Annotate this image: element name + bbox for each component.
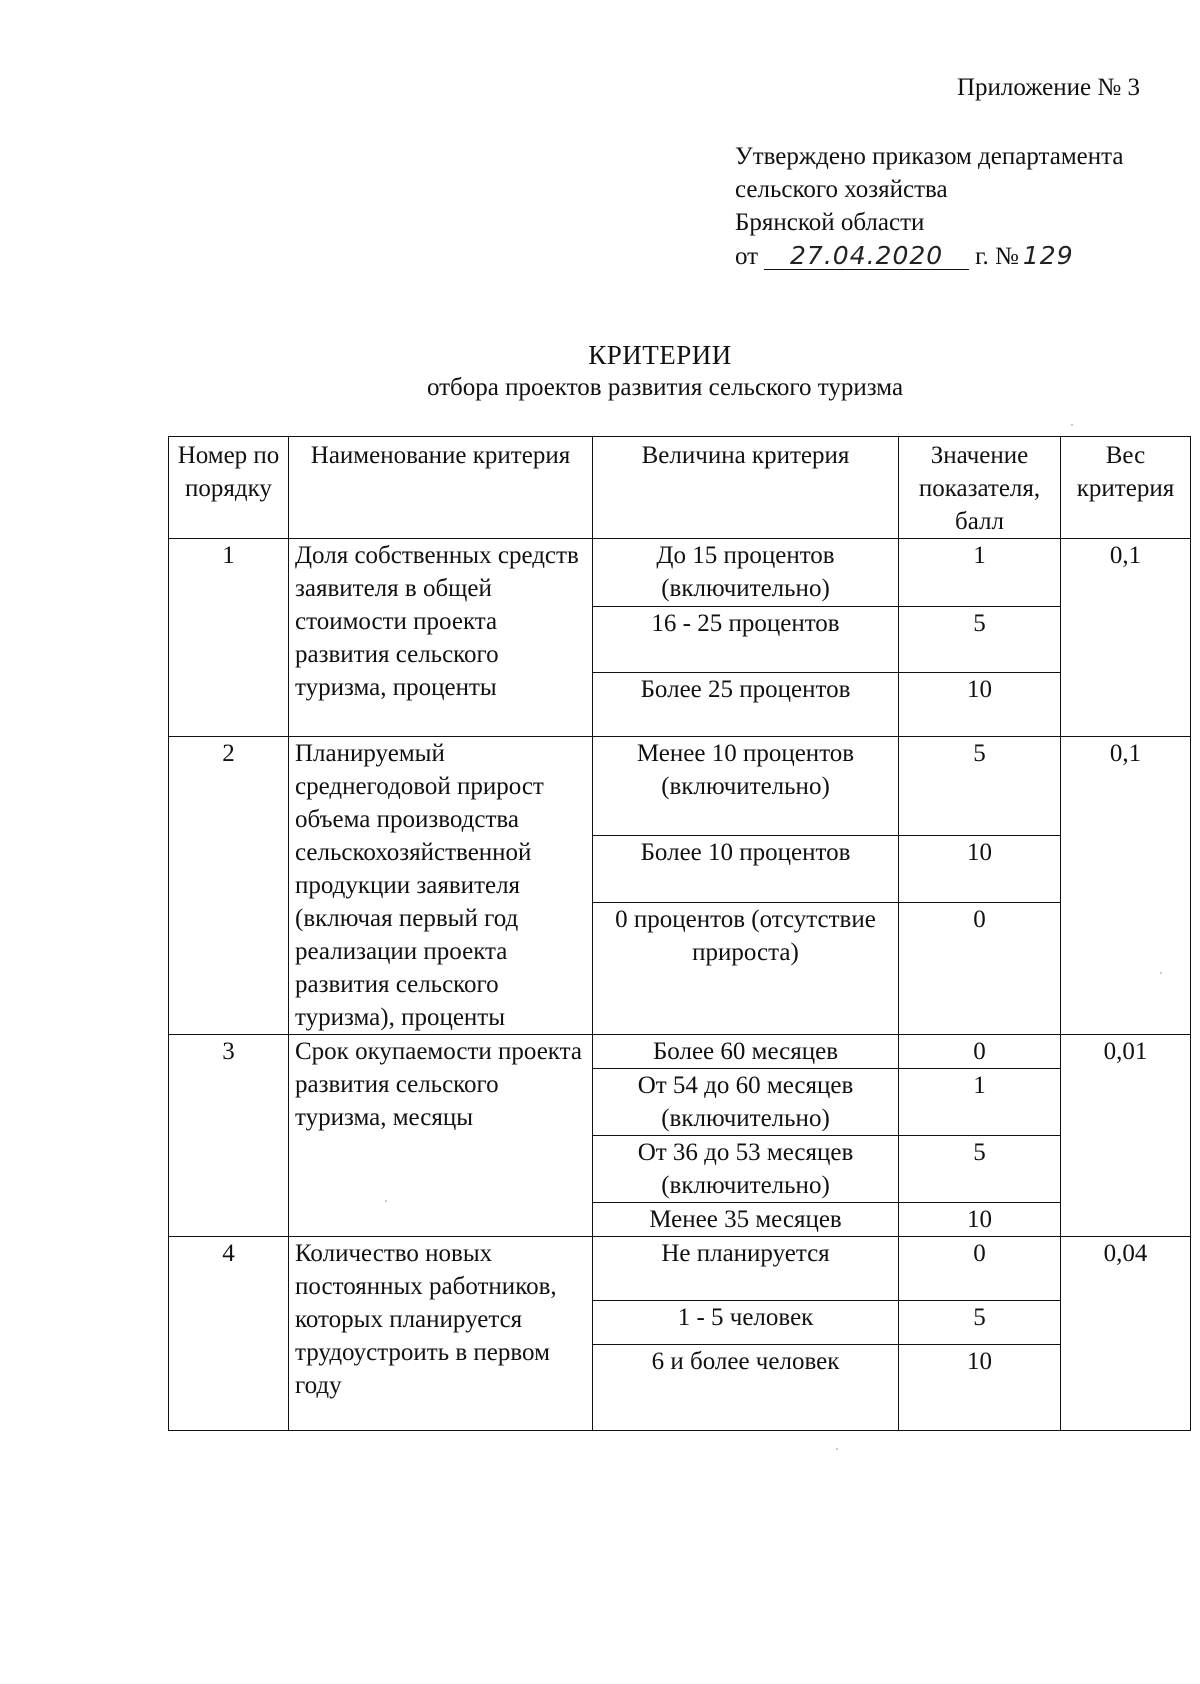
order-date-handwritten: 27.04.2020 [764, 243, 969, 270]
order-prefix: от [735, 243, 759, 270]
header-value: Величина критерия [593, 437, 899, 539]
criterion-number: 4 [169, 1237, 289, 1431]
criterion-value: 0 процентов (отсутствие прироста) [593, 903, 899, 1035]
criterion-value: 1 - 5 человек [593, 1301, 899, 1345]
criterion-score: 1 [899, 1069, 1061, 1136]
order-number-label: г. № [975, 243, 1019, 270]
header-score: Значение показателя, балл [899, 437, 1061, 539]
criteria-table [168, 436, 1191, 1431]
approval-line: Утверждено приказом департамента [735, 143, 1124, 170]
criterion-score: 1 [899, 539, 1061, 607]
criterion-number: 3 [169, 1035, 289, 1237]
criterion-name: Доля собственных средств заявителя в общей стоимости проекта развития сельского туризма, проценты [289, 539, 593, 737]
criterion-weight: 0,04 [1061, 1237, 1191, 1431]
criterion-name: Срок окупаемости проекта развития сельского туризма, месяцы [289, 1035, 593, 1237]
criterion-value: От 54 до 60 месяцев (включительно) [593, 1069, 899, 1136]
criterion-score: 0 [899, 1237, 1061, 1301]
criterion-value: 16 - 25 процентов [593, 607, 899, 673]
approval-block [735, 140, 1123, 273]
criterion-value: Более 25 процентов [593, 673, 899, 737]
criterion-weight: 0,1 [1061, 737, 1191, 1035]
criterion-score: 5 [899, 607, 1061, 673]
criterion-value: Менее 10 процентов (включительно) [593, 737, 899, 836]
document-subtitle: отбора проектов развития сельского туризма [426, 374, 904, 401]
criterion-value: Менее 35 месяцев [593, 1203, 899, 1237]
criterion-score: 10 [899, 836, 1061, 903]
document-title: КРИТЕРИИ [588, 340, 732, 370]
criterion-score: 0 [899, 903, 1061, 1035]
criterion-value: От 36 до 53 месяцев (включительно) [593, 1136, 899, 1203]
header-name: Наименование критерия [289, 437, 593, 539]
criterion-value: Более 10 процентов [593, 836, 899, 903]
table-row [169, 1237, 1191, 1301]
header-num: Номер по порядку [169, 437, 289, 539]
scan-speck [1071, 424, 1073, 426]
order-number-handwritten: 129 [1022, 241, 1074, 270]
criterion-score: 5 [899, 1301, 1061, 1345]
criterion-number: 1 [169, 539, 289, 737]
criterion-number: 2 [169, 737, 289, 1035]
scan-speck [1160, 972, 1162, 974]
scan-speck [836, 1448, 838, 1450]
criterion-score: 5 [899, 737, 1061, 836]
criterion-name: Количество новых постоянных работников, которых планируется трудоустроить в первом году [289, 1237, 593, 1431]
table-header-row [169, 437, 1191, 539]
order-reference [735, 239, 1123, 273]
criterion-score: 10 [899, 1345, 1061, 1431]
criterion-value: 6 и более человек [593, 1345, 899, 1431]
table-row [169, 1035, 1191, 1069]
appendix-number: Приложение № 3 [956, 74, 1140, 101]
criterion-value: До 15 процентов (включительно) [593, 539, 899, 607]
header-weight: Вес критерия [1061, 437, 1191, 539]
criterion-weight: 0,01 [1061, 1035, 1191, 1237]
criterion-score: 10 [899, 673, 1061, 737]
criterion-name: Планируемый среднегодовой прирост объема производства сельскохозяйственной продукции заявителя (включая первый год реализации проекта развития сельского туризма), проценты [289, 737, 593, 1035]
table-row [169, 539, 1191, 607]
criterion-value: Более 60 месяцев [593, 1035, 899, 1069]
criterion-weight: 0,1 [1061, 539, 1191, 737]
criterion-value: Не планируется [593, 1237, 899, 1301]
approval-line: Брянской области [735, 209, 925, 236]
criterion-score: 10 [899, 1203, 1061, 1237]
table-row [169, 737, 1191, 836]
approval-line: сельского хозяйства [735, 176, 948, 203]
criterion-score: 5 [899, 1136, 1061, 1203]
scan-speck [385, 1200, 387, 1202]
criterion-score: 0 [899, 1035, 1061, 1069]
